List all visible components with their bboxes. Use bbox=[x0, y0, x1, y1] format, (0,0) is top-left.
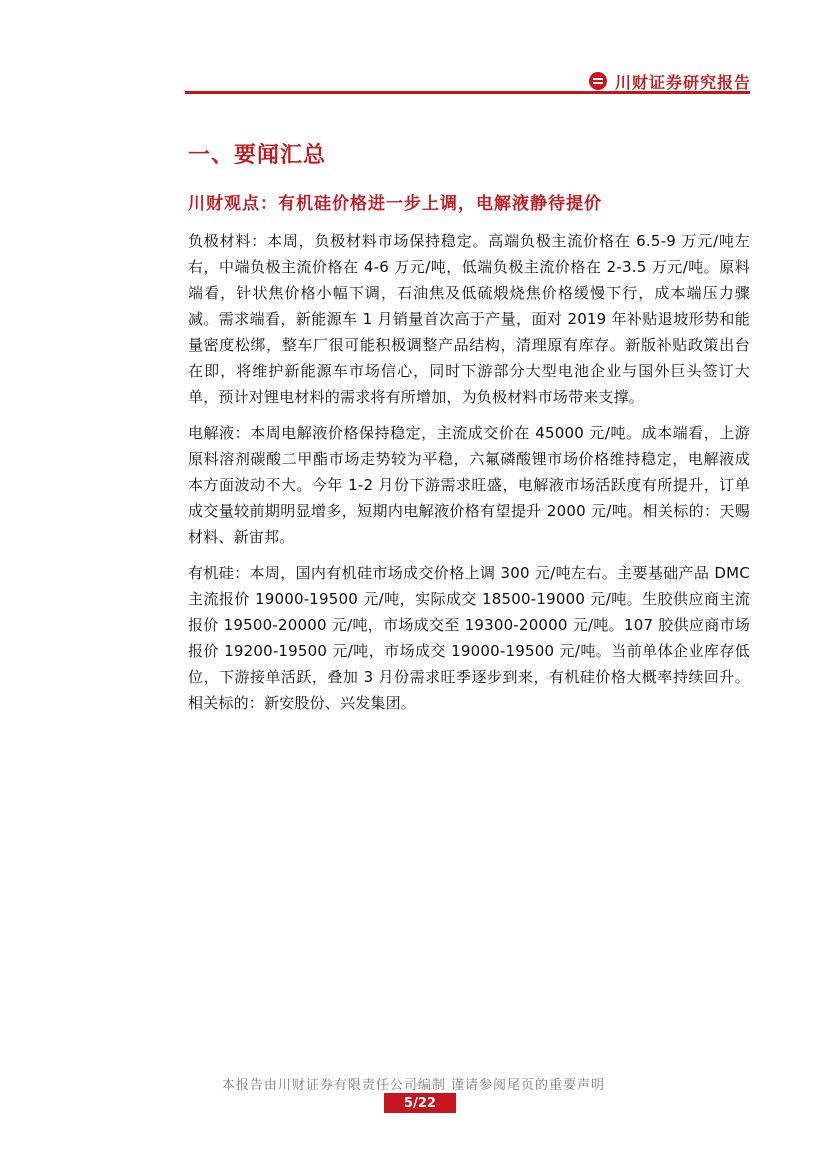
brand bbox=[589, 70, 751, 92]
paragraph-silicone: 有机硅：本周，国内有机硅市场成交价格上调 300 元/吨左右。主要基础产品 DMC 主流报价 19000-19500 元/吨，实际成交 18500-19000 元/吨。生胶供应商主流报价 19500-20000 元/吨，市场成交至 19300-20000 元/吨。107 胶供应商市场报价 19200-19500 元/吨，市场成交 19000-19500 元/吨。当前单体企业库存低位，下游接单活跃，叠加 3 月份需求旺季逐步到来，有机硅价格大概率持续回升。相关标的：新安股份、兴发集团。 bbox=[188, 564, 750, 712]
section-subtitle: 川财观点：有机硅价格进一步上调，电解液静待提价 bbox=[188, 194, 602, 214]
footer-disclaimer: 本报告由川财证券有限责任公司编制 谨请参阅尾页的重要声明 bbox=[221, 1078, 606, 1093]
section-title: 一、要闻汇总 bbox=[188, 143, 327, 168]
chuancai-logo-icon bbox=[589, 72, 607, 90]
header-rule bbox=[185, 91, 750, 94]
body-content bbox=[188, 228, 750, 726]
report-header bbox=[0, 0, 827, 100]
page-number-badge: 5/22 bbox=[384, 1093, 456, 1113]
paragraph-electrolyte: 电解液：本周电解液价格保持稳定，主流成交价在 45000 元/吨。成本端看，上游原料溶剂碳酸二甲酯市场走势较为平稳，六氟磷酸锂市场价格维持稳定，电解液成本方面波动不大。今年 1-2 月份下游需求旺盛，电解液市场活跃度有所提升，订单成交量较前期明显增多，短期内电解液价格有望提升 2000 元/吨。相关标的：天赐材料、新宙邦。 bbox=[188, 424, 750, 546]
paragraph-anode: 负极材料：本周，负极材料市场保持稳定。高端负极主流价格在 6.5-9 万元/吨左右，中端负极主流价格在 4-6 万元/吨，低端负极主流价格在 2-3.5 万元/吨。原料端看，针状焦价格小幅下调，石油焦及低硫煅烧焦价格缓慢下行，成本端压力骤减。需求端看，新能源车 1 月销量首次高于产量，面对 2019 年补贴退坡形势和能量密度松绑，整车厂很可能积极调整产品结构，清理原有库存。新版补贴政策出台在即，将维护新能源车市场信心，同时下游部分大型电池企业与国外巨头签订大单，预计对锂电材料的需求将有所增加，为负极材料市场带来支撑。 bbox=[188, 232, 750, 406]
brand-text: 川财证券研究报告 bbox=[614, 72, 751, 92]
